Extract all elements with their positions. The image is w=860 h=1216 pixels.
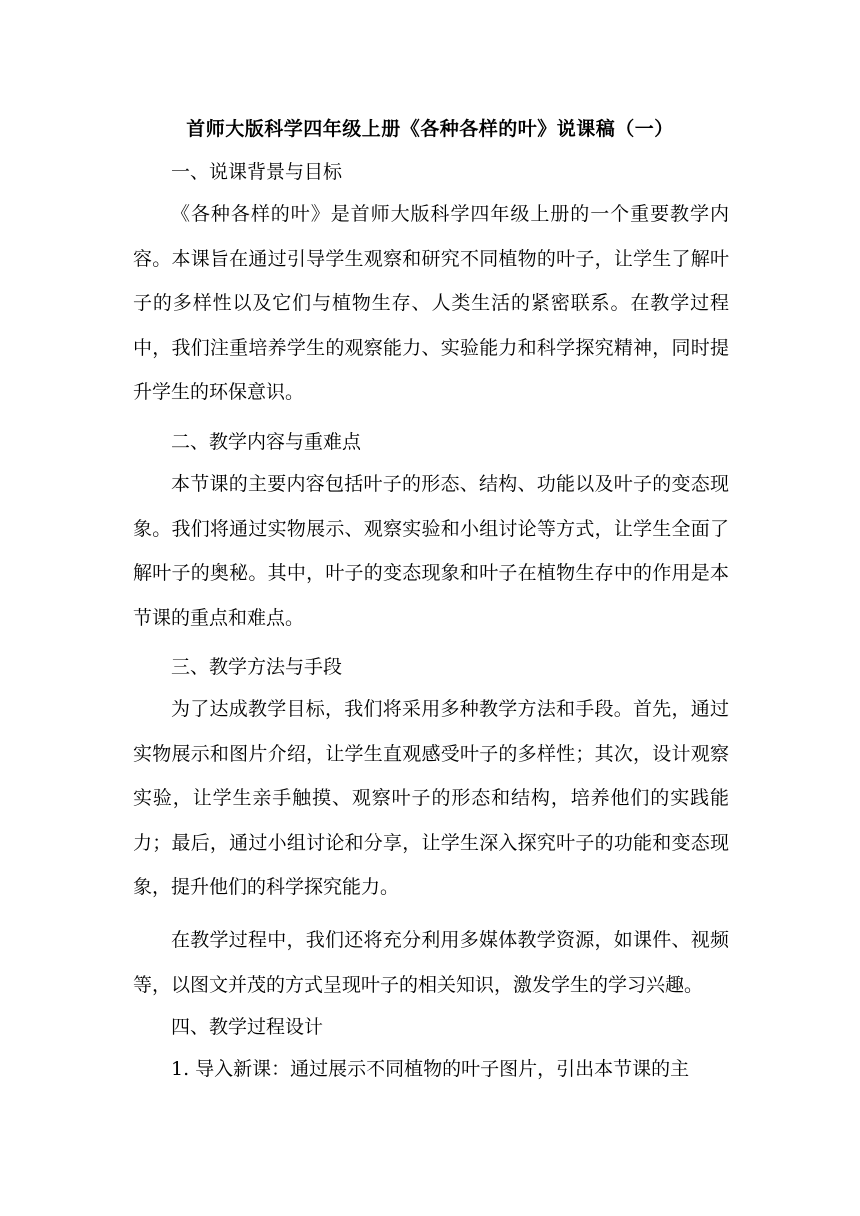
section-heading-process: 四、教学过程设计: [171, 1016, 324, 1038]
paragraph-background: 《各种各样的叶》是首师大版科学四年级上册的一个重要教学内容。本课旨在通过引导学生观察和研究不同植物的叶子，让学生了解叶子的多样性以及它们与植物生存、人类生活的紧密联系。在教学过程中，我们注重培养学生的观察能力、实验能力和科学探究精神，同时提升学生的环保意识。: [133, 203, 729, 403]
paragraph-multimedia: 在教学过程中，我们还将充分利用多媒体教学资源，如课件、视频等，以图文并茂的方式呈现叶子的相关知识，激发学生的学习兴趣。: [133, 929, 729, 996]
paragraph-methods: 为了达成教学目标，我们将采用多种教学方法和手段。首先，通过实物展示和图片介绍，让学生直观感受叶子的多样性；其次，设计观察实验，让学生亲手触摸、观察叶子的形态和结构，培养他们的实践能力；最后，通过小组讨论和分享，让学生深入探究叶子的功能和变态现象，提升他们的科学探究能力。: [133, 698, 729, 898]
section-heading-methods: 三、教学方法与手段: [171, 656, 343, 678]
list-item-intro: 1. 导入新课：通过展示不同植物的叶子图片，引出本节课的主: [171, 1058, 690, 1080]
paragraph-content: 本节课的主要内容包括叶子的形态、结构、功能以及叶子的变态现象。我们将通过实物展示、观察实验和小组讨论等方式，让学生全面了解叶子的奥秘。其中，叶子的变态现象和叶子在植物生存中的作用是本节课的重点和难点。: [133, 473, 729, 629]
document-title: 首师大版科学四年级上册《各种各样的叶》说课稿（一）: [186, 118, 674, 140]
section-heading-content: 二、教学内容与重难点: [171, 431, 362, 453]
section-heading-background: 一、说课背景与目标: [171, 161, 343, 183]
